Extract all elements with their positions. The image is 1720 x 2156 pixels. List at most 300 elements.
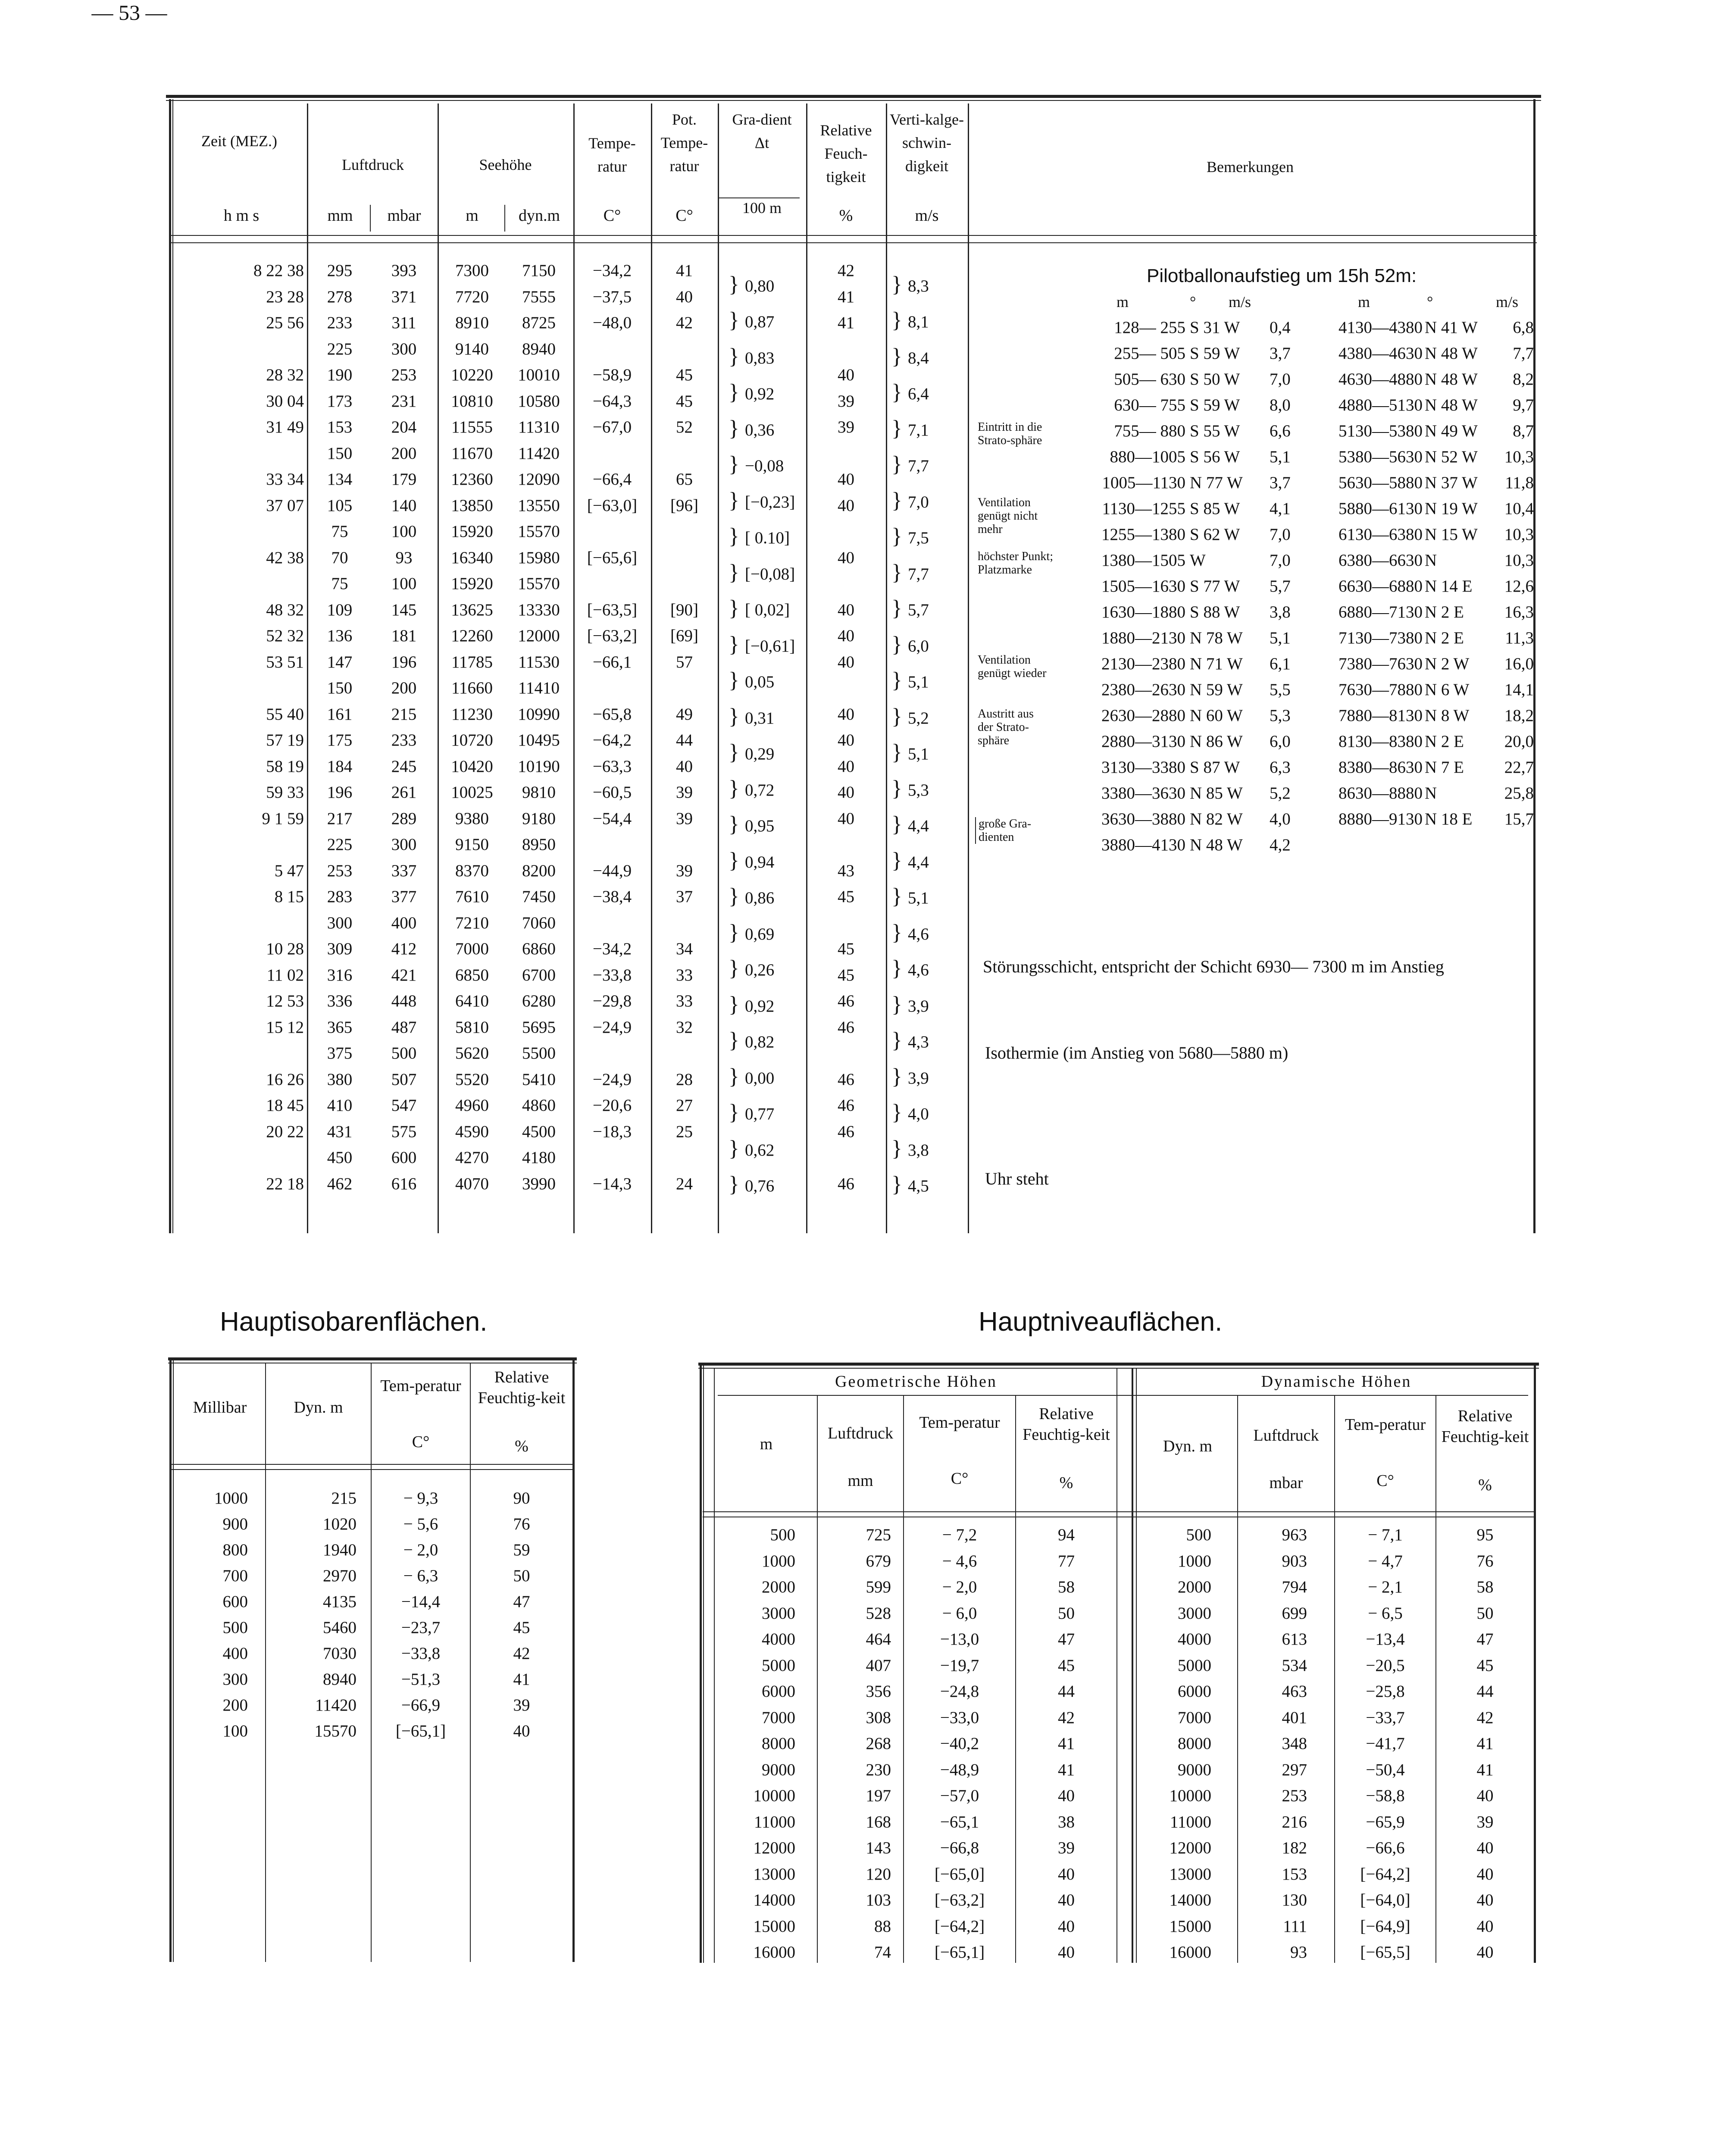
niveau-cell: 40 xyxy=(1476,1839,1494,1857)
niveau-header-pct-geo: % xyxy=(1059,1474,1073,1492)
gradient-value: } 0,29 xyxy=(729,740,775,765)
pilot-cell: N 8 W xyxy=(1425,706,1470,725)
niveau-cell: 10000 xyxy=(753,1786,795,1805)
gradient-text: 0,69 xyxy=(744,924,775,943)
pilot-cell: 4,0 xyxy=(1270,810,1291,828)
vertical-text: 6,0 xyxy=(907,636,929,655)
pilot-unit: m/s xyxy=(1496,293,1519,310)
vertical-value: } 5,2 xyxy=(891,704,929,729)
main-cell: 39 xyxy=(838,392,854,411)
niveau-cell: 197 xyxy=(866,1786,891,1805)
main-cell: 52 32 xyxy=(266,627,304,645)
pilot-cell: 0,4 xyxy=(1270,318,1291,337)
vertical-text: 6,4 xyxy=(907,385,929,404)
pilot-cell: N 48 W xyxy=(1425,370,1478,389)
main-cell: [90] xyxy=(670,600,698,619)
main-cell: 462 xyxy=(327,1174,353,1193)
gradient-value: } [−0,23] xyxy=(729,488,795,513)
main-cell: 300 xyxy=(327,913,353,932)
main-cell: 575 xyxy=(391,1122,417,1141)
main-cell: 15570 xyxy=(518,574,560,593)
gradient-text: [−0,08] xyxy=(744,564,795,583)
niveau-dyn-title: Dynamische Höhen xyxy=(1261,1373,1412,1391)
main-cell: 9 1 59 xyxy=(262,809,304,828)
gradient-text: 0,62 xyxy=(744,1141,775,1159)
niveau-cell: 725 xyxy=(866,1526,891,1544)
pilot-cell: 7,0 xyxy=(1270,370,1291,389)
main-cell: 300 xyxy=(391,835,417,854)
main-cell: 11310 xyxy=(518,418,560,436)
isobar-cell: 11420 xyxy=(315,1696,357,1714)
unit-pot: C° xyxy=(675,207,693,225)
main-cell: 45 xyxy=(676,392,693,411)
niveau-cell: 699 xyxy=(1282,1604,1307,1623)
header-bemerkungen: Bemerkungen xyxy=(1207,158,1294,175)
main-cell: 75 xyxy=(331,574,348,593)
main-cell: 8940 xyxy=(522,339,556,358)
main-cell: 46 xyxy=(838,1070,854,1089)
gradient-text: 0,92 xyxy=(744,997,775,1015)
main-cell: 6280 xyxy=(522,992,556,1010)
main-cell: −20,6 xyxy=(592,1096,632,1115)
header-seehoehe: Seehöhe xyxy=(479,156,532,173)
isobar-cell: − 9,3 xyxy=(403,1489,438,1507)
main-cell: 5410 xyxy=(522,1070,556,1089)
main-cell: 45 xyxy=(838,887,854,906)
niveau-cell: 8000 xyxy=(762,1734,795,1753)
pilot-cell: 5,1 xyxy=(1270,448,1291,466)
niveau-cell: 58 xyxy=(1058,1578,1075,1596)
niveau-cell: −66,6 xyxy=(1366,1839,1405,1857)
niveau-cell: −50,4 xyxy=(1366,1760,1405,1779)
niveau-header-temp-geo: Tem-peratur xyxy=(919,1413,1000,1432)
niveau-title: Hauptniveauflächen. xyxy=(979,1307,1223,1337)
main-cell: 41 xyxy=(676,261,693,280)
niveau-cell: 7000 xyxy=(762,1708,795,1727)
main-cell: 309 xyxy=(327,940,353,958)
main-cell: 4500 xyxy=(522,1122,556,1141)
niveau-cell: −33,7 xyxy=(1366,1708,1405,1727)
main-cell: 6850 xyxy=(455,965,489,984)
isobar-cell: 59 xyxy=(513,1541,530,1559)
niveau-cell: 2000 xyxy=(1178,1578,1211,1596)
niveau-cell: 15000 xyxy=(753,1917,795,1936)
main-cell: 233 xyxy=(327,313,353,332)
main-cell: 233 xyxy=(391,731,417,749)
niveau-cell: −48,9 xyxy=(940,1760,979,1779)
main-cell: 34 xyxy=(676,940,693,958)
main-cell: 6860 xyxy=(522,940,556,958)
gradient-value: } 0,92 xyxy=(729,992,775,1017)
header-luftdruck: Luftdruck xyxy=(342,156,404,173)
main-cell: 11 02 xyxy=(266,965,304,984)
gradient-value: } −0,08 xyxy=(729,452,784,477)
pilot-cell: 630— 755 xyxy=(1114,396,1185,414)
gradient-value: } 0,76 xyxy=(729,1172,775,1197)
vertical-value: } 4,4 xyxy=(891,812,929,837)
niveau-cell: 10000 xyxy=(1169,1786,1211,1805)
niveau-cell: 11000 xyxy=(754,1812,795,1831)
niveau-cell: 253 xyxy=(1282,1786,1307,1805)
main-cell: 44 xyxy=(676,731,693,749)
main-cell: 45 xyxy=(838,965,854,984)
niveau-cell: 9000 xyxy=(1178,1760,1211,1779)
main-cell: 18 45 xyxy=(266,1096,304,1115)
main-cell: 336 xyxy=(327,992,353,1010)
main-cell: 175 xyxy=(327,731,353,749)
pilot-cell: N 2 E xyxy=(1425,629,1464,647)
main-cell: −60,5 xyxy=(592,783,632,802)
main-cell: 46 xyxy=(838,1018,854,1037)
page-number: — 53 — xyxy=(91,0,167,25)
pilot-cell: 4630—4880 xyxy=(1338,370,1423,389)
main-cell: −67,0 xyxy=(592,418,632,436)
vertical-value: } 7,0 xyxy=(891,488,929,513)
niveau-cell: −41,7 xyxy=(1366,1734,1405,1753)
pilot-cell: N 2 E xyxy=(1425,603,1464,621)
main-cell: 33 xyxy=(676,965,693,984)
main-cell: −54,4 xyxy=(592,809,632,828)
note-ventilation-wieder: Ventilation genügt wieder xyxy=(978,653,1047,680)
niveau-cell: − 4,7 xyxy=(1368,1551,1403,1570)
niveau-cell: 407 xyxy=(866,1656,891,1675)
niveau-cell: 13000 xyxy=(1169,1865,1211,1883)
main-cell: 7150 xyxy=(522,261,556,280)
main-cell: 8 22 38 xyxy=(253,261,304,280)
niveau-cell: 40 xyxy=(1058,1943,1075,1962)
main-cell: 10 28 xyxy=(266,940,304,958)
pilot-cell: 128— 255 xyxy=(1114,318,1185,337)
pilot-cell: 1630—1880 xyxy=(1101,603,1185,621)
niveau-cell: −24,8 xyxy=(940,1682,979,1701)
niveau-header-mbar: mbar xyxy=(1269,1474,1303,1492)
vertical-value: } 4,4 xyxy=(891,848,929,873)
pilot-cell: S 50 W xyxy=(1190,370,1240,389)
remark-stoerung: Störungsschicht, entspricht der Schicht 6930— 7300 m im Anstieg xyxy=(983,957,1444,976)
niveau-cell: 613 xyxy=(1282,1630,1307,1648)
pilot-cell: 5130—5380 xyxy=(1338,422,1423,440)
pilot-cell: 9,7 xyxy=(1513,396,1534,414)
pilot-cell: 2130—2380 xyxy=(1101,655,1185,673)
niveau-header-mm: mm xyxy=(847,1472,873,1490)
isobar-cell: −66,9 xyxy=(401,1696,441,1714)
pilot-cell: 2380—2630 xyxy=(1101,680,1185,699)
niveau-header-luftdruck-geo: Luftdruck xyxy=(828,1424,893,1442)
isobar-cell: −51,3 xyxy=(401,1670,441,1689)
isobar-cell: 7030 xyxy=(323,1644,357,1663)
main-cell: 11785 xyxy=(451,652,493,671)
gradient-text: 0,72 xyxy=(744,780,775,799)
main-cell: 448 xyxy=(391,992,417,1010)
unit-m: m xyxy=(466,207,478,225)
niveau-cell: 168 xyxy=(866,1812,891,1831)
main-cell: 40 xyxy=(676,757,693,776)
niveau-cell: 41 xyxy=(1476,1760,1494,1779)
gradient-value: } 0,80 xyxy=(729,272,775,297)
main-cell: 215 xyxy=(391,705,417,724)
isobar-header-temp-unit: C° xyxy=(412,1433,430,1451)
main-cell: 337 xyxy=(391,861,417,880)
gradient-value: } 0,05 xyxy=(729,668,775,693)
main-cell: 316 xyxy=(327,965,353,984)
niveau-cell: −20,5 xyxy=(1366,1656,1405,1675)
niveau-cell: 3000 xyxy=(1178,1604,1211,1623)
main-cell: 25 56 xyxy=(266,313,304,332)
niveau-cell: 47 xyxy=(1476,1630,1494,1648)
main-cell: 8 15 xyxy=(274,887,304,906)
pilot-cell: N 71 W xyxy=(1190,655,1243,673)
niveau-cell: [−65,1] xyxy=(934,1943,985,1962)
gradient-value: } 0,72 xyxy=(729,776,775,801)
main-cell: 45 xyxy=(676,366,693,384)
pilot-unit: ° xyxy=(1427,293,1433,310)
niveau-cell: 528 xyxy=(866,1604,891,1623)
pilot-cell: N 85 W xyxy=(1190,784,1243,802)
note-eintritt: Eintritt in die Strato-sphäre xyxy=(978,420,1042,447)
niveau-header-dynm: Dyn. m xyxy=(1163,1437,1212,1455)
main-cell: 5 47 xyxy=(274,861,304,880)
isobar-cell: 700 xyxy=(222,1567,248,1585)
vertical-text: 4,6 xyxy=(907,961,929,980)
pilot-cell: 1505—1630 xyxy=(1101,577,1185,595)
niveau-cell: 182 xyxy=(1282,1839,1307,1857)
vertical-text: 8,1 xyxy=(907,313,929,332)
gradient-text: 0,26 xyxy=(744,961,775,980)
gradient-text: 0,80 xyxy=(744,277,775,295)
vertical-text: 3,9 xyxy=(907,1069,929,1087)
pilot-cell: S 56 W xyxy=(1190,448,1240,466)
main-cell: 300 xyxy=(391,339,417,358)
niveau-cell: 13000 xyxy=(753,1865,795,1883)
pilot-cell: 18,2 xyxy=(1504,706,1534,725)
gradient-value: } 0,69 xyxy=(729,920,775,945)
main-cell: 33 xyxy=(676,992,693,1010)
gradient-value: } 0,95 xyxy=(729,812,775,837)
main-cell: [−63,2] xyxy=(587,627,638,645)
unit-mbar: mbar xyxy=(387,207,421,225)
remark-uhr: Uhr steht xyxy=(985,1169,1049,1188)
pilot-cell: N 19 W xyxy=(1425,499,1478,518)
niveau-cell: 308 xyxy=(866,1708,891,1727)
isobar-cell: 5460 xyxy=(323,1618,357,1637)
niveau-cell: 268 xyxy=(866,1734,891,1753)
main-cell: 24 xyxy=(676,1174,693,1193)
main-cell: 11410 xyxy=(518,679,560,697)
main-cell: 8910 xyxy=(455,313,489,332)
niveau-cell: − 6,0 xyxy=(942,1604,977,1623)
main-cell: 53 51 xyxy=(266,652,304,671)
main-cell: 9380 xyxy=(455,809,489,828)
main-cell: 150 xyxy=(327,679,353,697)
pilot-cell: 255— 505 xyxy=(1114,344,1185,363)
pilot-cell: 3130—3380 xyxy=(1101,758,1185,777)
isobar-cell: 50 xyxy=(513,1567,530,1585)
main-cell: 48 32 xyxy=(266,600,304,619)
niveau-cell: 40 xyxy=(1058,1865,1075,1883)
main-cell: 11530 xyxy=(518,652,560,671)
main-cell: 253 xyxy=(327,861,353,880)
main-cell: −24,9 xyxy=(592,1070,632,1089)
main-cell: 9150 xyxy=(455,835,489,854)
main-cell: 40 xyxy=(838,470,854,489)
isobar-cell: −23,7 xyxy=(401,1618,441,1637)
pilot-cell: 8,7 xyxy=(1513,422,1534,440)
main-cell: 57 xyxy=(676,652,693,671)
gradient-value: } [−0,61] xyxy=(729,632,795,657)
pilot-cell: S 55 W xyxy=(1190,422,1240,440)
isobar-cell: 600 xyxy=(222,1592,248,1611)
isobar-cell: 1000 xyxy=(214,1489,248,1507)
gradient-value: } 0,87 xyxy=(729,308,775,333)
pilot-cell: 1130—1255 xyxy=(1102,499,1185,518)
note-austritt: Austritt aus der Strato-sphäre xyxy=(978,707,1034,747)
gradient-text: [−0,61] xyxy=(744,636,795,655)
vertical-value: } 7,1 xyxy=(891,416,929,441)
vertical-text: 4,3 xyxy=(907,1033,929,1052)
niveau-cell: −57,0 xyxy=(940,1786,979,1805)
main-cell: 15980 xyxy=(518,548,560,567)
main-cell: 40 xyxy=(838,496,854,515)
gradient-text: −0,08 xyxy=(744,457,784,476)
isobar-cell: 4135 xyxy=(323,1592,357,1611)
isobar-cell: 2970 xyxy=(323,1567,357,1585)
main-cell: 41 xyxy=(838,313,854,332)
main-cell: 136 xyxy=(327,627,353,645)
main-cell: 23 28 xyxy=(266,287,304,306)
main-cell: 6700 xyxy=(522,965,556,984)
vertical-text: 3,8 xyxy=(907,1141,929,1159)
main-cell: 46 xyxy=(838,1096,854,1115)
main-cell: 225 xyxy=(327,339,353,358)
header-zeit: Zeit (MEZ.) xyxy=(201,132,277,150)
main-cell: 13330 xyxy=(518,600,560,619)
main-cell: 16340 xyxy=(451,548,493,567)
vertical-text: 5,1 xyxy=(907,889,929,908)
main-cell: 10990 xyxy=(518,705,560,724)
niveau-cell: 348 xyxy=(1282,1734,1307,1753)
main-cell: 7450 xyxy=(522,887,556,906)
main-cell: 8370 xyxy=(455,861,489,880)
main-cell: 8200 xyxy=(522,861,556,880)
gradient-value: } 0,31 xyxy=(729,704,775,729)
pilot-unit: ° xyxy=(1190,293,1196,310)
pilot-cell: N 7 E xyxy=(1425,758,1464,777)
main-cell: 311 xyxy=(391,313,416,332)
main-cell: 412 xyxy=(391,940,417,958)
main-cell: 140 xyxy=(391,496,417,515)
main-cell: 46 xyxy=(838,992,854,1010)
main-cell: 4860 xyxy=(522,1096,556,1115)
niveau-cell: −13,0 xyxy=(940,1630,979,1648)
niveau-cell: 40 xyxy=(1476,1943,1494,1962)
main-cell: −65,8 xyxy=(592,705,632,724)
niveau-cell: 794 xyxy=(1282,1578,1307,1596)
niveau-cell: − 6,5 xyxy=(1368,1604,1403,1623)
isobar-header-millibar: Millibar xyxy=(193,1398,247,1416)
niveau-cell: −25,8 xyxy=(1366,1682,1405,1701)
pilot-cell: 5880—6130 xyxy=(1338,499,1423,518)
main-cell: 179 xyxy=(391,470,417,489)
vertical-value: } 7,5 xyxy=(891,524,929,549)
main-cell: 500 xyxy=(391,1044,417,1062)
gradient-value: } 0,36 xyxy=(729,416,775,441)
vertical-text: 4,5 xyxy=(907,1177,929,1196)
main-cell: 12090 xyxy=(518,470,560,489)
header-pot-temperatur: Pot. Tempe-ratur xyxy=(660,111,708,175)
vertical-value: } 7,7 xyxy=(891,560,929,585)
niveau-cell: 47 xyxy=(1058,1630,1075,1648)
main-cell: 11660 xyxy=(451,679,493,697)
main-cell: −34,2 xyxy=(592,940,632,958)
main-cell: 487 xyxy=(391,1018,417,1037)
main-cell: 40 xyxy=(838,600,854,619)
main-cell: 93 xyxy=(395,548,413,567)
niveau-cell: 120 xyxy=(866,1865,891,1883)
pilot-cell: N xyxy=(1425,551,1437,570)
niveau-cell: −33,0 xyxy=(940,1708,979,1727)
niveau-cell: 5000 xyxy=(762,1656,795,1675)
niveau-cell: 143 xyxy=(866,1839,891,1857)
pilot-cell: 25,8 xyxy=(1504,784,1534,802)
niveau-cell: 4000 xyxy=(1178,1630,1211,1648)
pilot-cell: 6,1 xyxy=(1270,655,1291,673)
pilot-cell: 1255—1380 xyxy=(1101,525,1185,544)
isobar-cell: 1940 xyxy=(323,1541,357,1559)
main-cell: 40 xyxy=(838,705,854,724)
niveau-header-pct-dyn: % xyxy=(1478,1476,1492,1494)
main-cell: 547 xyxy=(391,1096,417,1115)
niveau-cell: 356 xyxy=(866,1682,891,1701)
main-cell: 42 38 xyxy=(266,548,304,567)
pilot-cell: W xyxy=(1190,551,1206,570)
unit-mm: mm xyxy=(327,207,353,225)
main-cell: 196 xyxy=(391,652,417,671)
pilot-cell: S 87 W xyxy=(1190,758,1240,777)
isobar-cell: 100 xyxy=(222,1722,248,1740)
niveau-cell: 39 xyxy=(1476,1812,1494,1831)
pilot-cell: N 18 E xyxy=(1425,810,1473,828)
vertical-text: 4,4 xyxy=(907,817,929,836)
isobar-cell: 76 xyxy=(513,1515,530,1533)
isobar-title: Hauptisobarenflächen. xyxy=(220,1307,488,1337)
pilot-cell: 11,8 xyxy=(1505,473,1534,492)
niveau-cell: [−64,9] xyxy=(1360,1917,1410,1936)
main-cell: 28 xyxy=(676,1070,693,1089)
main-cell: 150 xyxy=(327,444,353,463)
gradient-value: } 0,94 xyxy=(729,848,775,873)
vertical-value: } 8,4 xyxy=(891,344,929,369)
pilot-cell: 2880—3130 xyxy=(1101,732,1185,751)
gradient-value: } 0,86 xyxy=(729,884,775,909)
pilot-unit: m/s xyxy=(1229,293,1251,310)
main-cell: 10580 xyxy=(518,392,560,411)
main-cell: 6410 xyxy=(455,992,489,1010)
niveau-cell: 40 xyxy=(1476,1865,1494,1883)
pilot-cell: 3880—4130 xyxy=(1101,836,1185,854)
main-cell: 31 49 xyxy=(266,418,304,436)
main-cell: 190 xyxy=(327,366,353,384)
main-cell: 7300 xyxy=(455,261,489,280)
pilot-cell: 7130—7380 xyxy=(1338,629,1423,647)
main-cell: 13625 xyxy=(451,600,493,619)
main-cell: 15 12 xyxy=(266,1018,304,1037)
pilot-cell: N 48 W xyxy=(1190,836,1243,854)
niveau-geo-title: Geometrische Höhen xyxy=(835,1373,997,1391)
gradient-text: 0,36 xyxy=(744,420,775,439)
niveau-cell: 6000 xyxy=(1178,1682,1211,1701)
vertical-text: 4,4 xyxy=(907,852,929,871)
pilot-cell: N 49 W xyxy=(1425,422,1478,440)
